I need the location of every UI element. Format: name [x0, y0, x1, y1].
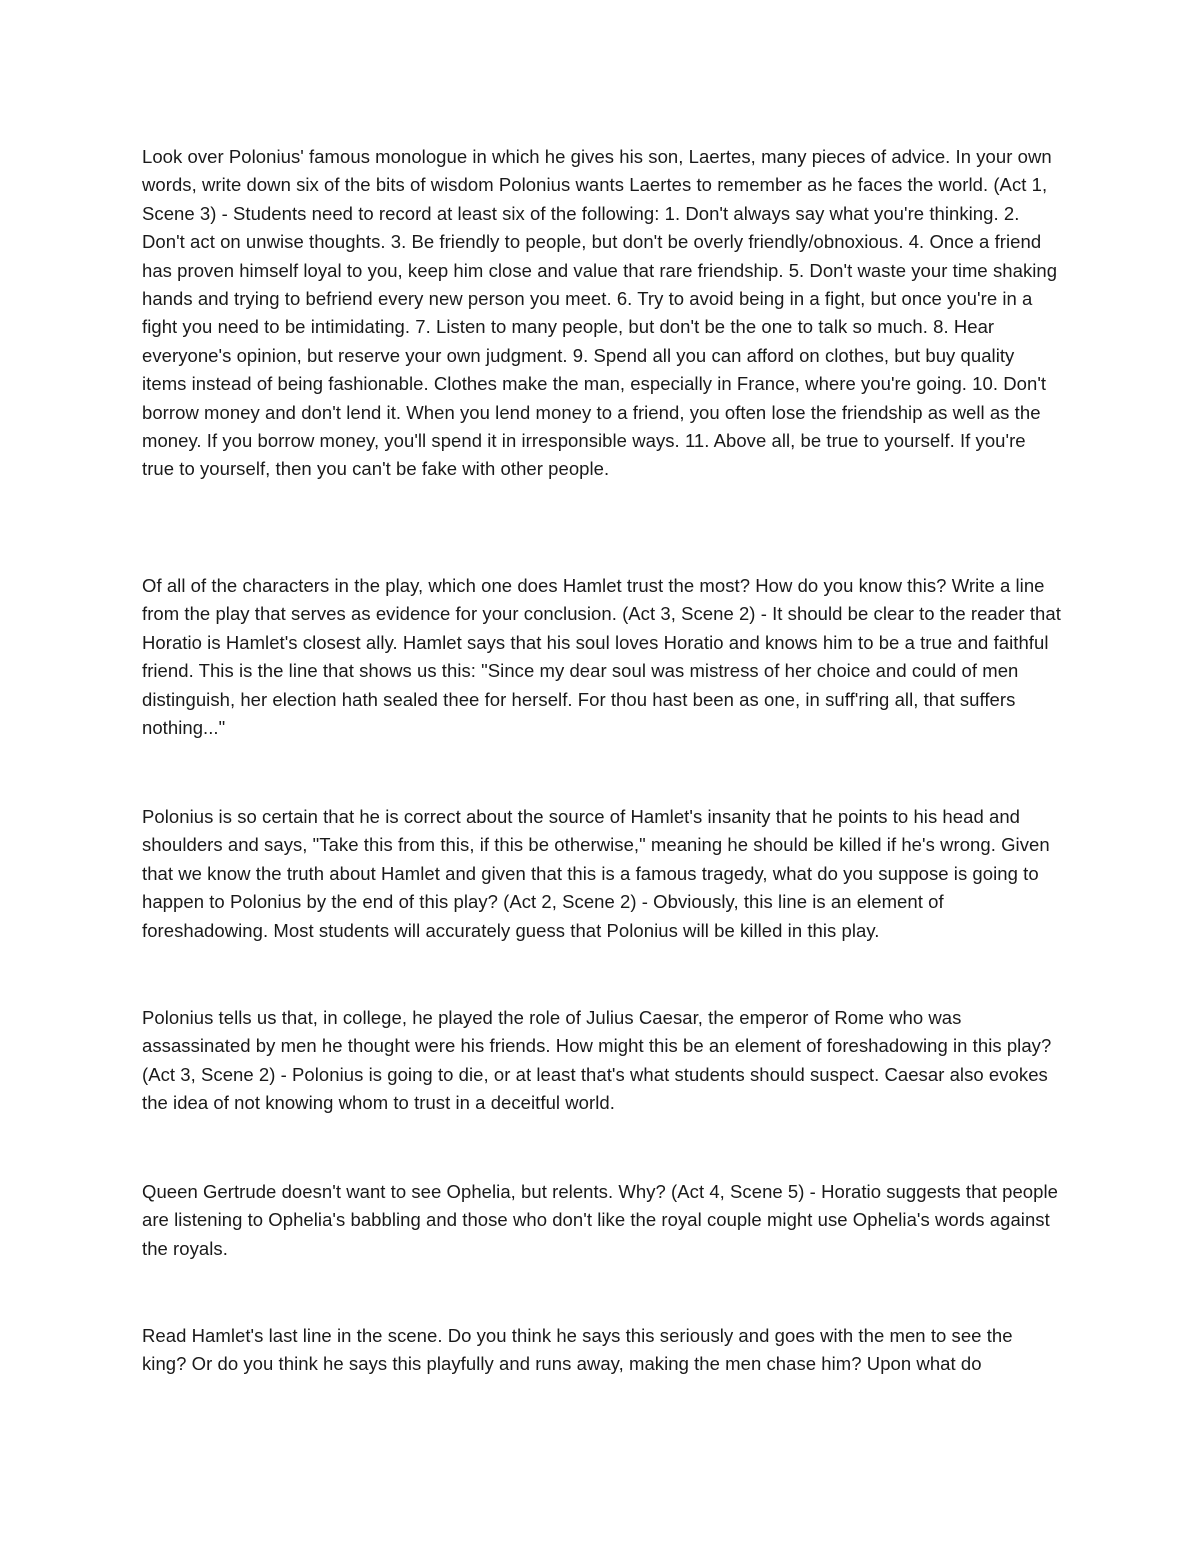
paragraph-julius-caesar: Polonius tells us that, in college, he played the role of Julius Caesar, the emperor of Rome who was assassinated by men he thought were his friends. How might this be an element of foreshadowing in this play? (Act 3, Scene 2) - Polonius is going to die, or at least that's what students should suspect. Caesar also evokes the idea of not knowing whom to trust in a deceitful world. [142, 1007, 1052, 1114]
paragraph-hamlet-last-line: Read Hamlet's last line in the scene. Do you think he says this seriously and goes with the men to see the king? Or do you think he says this playfully and runs away, making the men chase him? Upon what do [142, 1325, 1013, 1375]
paragraph-gertrude-ophelia: Queen Gertrude doesn't want to see Ophelia, but relents. Why? (Act 4, Scene 5) - Horatio suggests that people are listening to Ophelia's babbling and those who don't like the royal couple might use Ophelia's words against the royals. [142, 1181, 1058, 1259]
paragraph-polonius-advice: Look over Polonius' famous monologue in which he gives his son, Laertes, many pieces of advice. In your own words, write down six of the bits of wisdom Polonius wants Laertes to remember as he faces the world. (Act 1, Scene 3) - Students need to record at least six of the following: 1. Don't always say what you're thinking. 2. Don't act on unwise thoughts. 3. Be friendly to people, but don't be overly friendly/obnoxious. 4. Once a friend has proven himself loyal to you, keep him close and value that rare friendship. 5. Don't waste your time shaking hands and trying to befriend every new person you meet. 6. Try to avoid being in a fight, but once you're in a fight you need to be intimidating. 7. Listen to many people, but don't be the one to talk so much. 8. Hear everyone's opinion, but reserve your own judgment. 9. Spend all you can afford on clothes, but buy quality items instead of being fashionable. Clothes make the man, especially in France, where you're going. 10. Don't borrow money and don't lend it. When you lend money to a friend, you often lose the friendship as well as the money. If you borrow money, you'll spend it in irresponsible ways. 11. Above all, be true to yourself. If you're true to yourself, then you can't be fake with other people. [142, 146, 1058, 480]
paragraph-polonius-certainty: Polonius is so certain that he is correct about the source of Hamlet's insanity that he points to his head and shoulders and says, "Take this from this, if this be otherwise," meaning he should be killed if he's wrong. Given that we know the truth about Hamlet and given that this is a famous tragedy, what do you suppose is going to happen to Polonius by the end of this play? (Act 2, Scene 2) - Obviously, this line is an element of foreshadowing. Most students will accurately guess that Polonius will be killed in this play. [142, 806, 1050, 941]
paragraph-hamlet-trust: Of all of the characters in the play, which one does Hamlet trust the most? How do you know this? Write a line from the play that serves as evidence for your conclusion. (Act 3, Scene 2) - It should be clear to the reader that Horatio is Hamlet's closest ally. Hamlet says that his soul loves Horatio and knows him to be a true and faithful friend. This is the line that shows us this: "Since my dear soul was mistress of her choice and could of men distinguish, her election hath sealed thee for herself. For thou hast been as one, in suff'ring all, that suffers nothing..." [142, 575, 1061, 739]
